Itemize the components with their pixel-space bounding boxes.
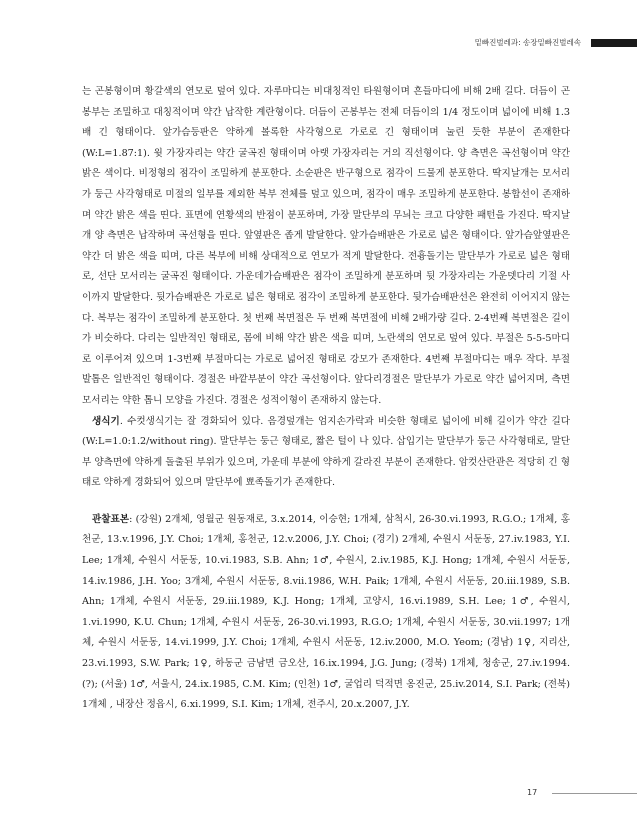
specimens-text: : (강원) 2개체, 영월군 원동재로, 3.x.2014, 이승현; 1개체, 삼척시, 26-30.vi.1993, R.G.O.; 1개체, 홍천군, 13.v.1996, J.Y. Choi; 1개체, 홍천군, 12.v.2006, J.Y. Choi; (경기) 2개체, 수원시 서둔동, 27.iv.1983, Y.I. Lee; 1개체, 수원시 서둔동, 10.vi.1983, S.B. Ahn; 1♂, 수원시, 2.iv.1985, K.J. Hong; 1개체, 수원시 서둔동, 14.iv.1986, J.H. Yoo; 3개체, 수원시 서둔동, 8.vii.1986, W.H. Paik; 1개체, 수원시 서둔동, 20.iii.1989, S.B. Ahn; 1개체, 수원시 서둔동, 29.iii.1989, K.J. Hong; 1개체, 고양시, 16.vi.1989, S.H. Lee; 1♂, 수원시, 1.vi.1990, K.U. Chun; 1개체, 수원시 서둔동, 26-30.vi.1993, R.G.O; 1개체, 수원시 서둔동, 30.vii.1997; 1개체, 수원시 서둔동, 14.vi.1999, J.Y. Choi; 1개체, 수원시 서둔동, 12.iv.2000, M.O. Yeom; (경남) 1♀, 지리산, 23.vi.1993, S.W. Park; 1♀, 하동군 금남면 금오산, 16.ix.1994, J.G. Jung; (경북) 1개체, 청송군, 27.iv.1994. (?); (서울) 1♂, 서울시, 24.ix.1985, C.M. Kim; (인천) 1♂, 굴업리 덕적면 옹진군, 25.iv.2014, S.I. Park; (전북) 1개체 , 내장산 정읍시, 6.xi.1999, S.I. Kim; 1개체, 전주시, 20.x.2007, J.Y. — [82, 513, 570, 711]
genitalia-paragraph — [82, 412, 570, 494]
page-header — [0, 36, 637, 50]
main-text — [82, 82, 570, 716]
page-number: 17 — [527, 788, 538, 797]
genitalia-text: . 수컷생식기는 잘 경화되어 있다. 음경덮개는 엄지손가락과 비슷한 형태로 넓이에 비해 길이가 약간 길다(W:L=1.0:1.2/without ring). 말단부는 둥근 형태로, 짧은 털이 나 있다. 삽입기는 말단부가 둥근 사각형태로, 말단부 양측면에 약하게 돌출된 부위가 있으며, 가운데 부분에 약하게 갈라진 부분이 존재한다. 암컷산란관은 적당히 긴 형태로 약하게 경화되어 있으며 말단부에 뾰족돌기가 존재한다. — [82, 415, 570, 489]
specimens-heading: 관찰표본 — [92, 513, 130, 525]
footer-rule — [552, 793, 637, 794]
genitalia-heading: 생식기 — [92, 415, 120, 427]
specimens-paragraph — [82, 510, 570, 716]
description-paragraph: 는 곤봉형이며 황갈색의 연모로 덮여 있다. 자루마디는 비대칭적인 타원형이며 흔들마디에 비해 2배 길다. 더듬이 곤봉부는 조밀하고 대칭적이며 약간 납작한 계란형이다. 더듬이 곤봉부는 전체 더듬이의 1/4 정도이며 넓이에 비해 1.3배 긴 형태이다. 앞가슴등판은 약하게 볼록한 사각형으로 가로로 긴 형태이며 눌린 듯한 부분이 존재한다(W:L=1.87:1). 윗 가장자리는 약간 굴곡진 형태이며 아랫 가장자리는 거의 직선형이다. 양 측면은 곡선형이며 약간 밝은 색이다. 비정형의 점각이 조밀하게 분포한다. 소순판은 반구형으로 점각이 드물게 분포한다. 딱지날개는 모서리가 둥근 사각형태로 미절의 일부를 제외한 복부 전체를 덮고 있으며, 점각이 매우 조밀하게 분포한다. 봉합선이 존재하며 약간 밝은 색을 띤다. 표면에 연황색의 반점이 분포하며, 가장 말단부의 무늬는 크고 다양한 패턴을 가진다. 딱지날개 양 측면은 납작하며 곡선형을 띤다. 앞옆판은 좁게 발달한다. 앞가슴배판은 가로로 넓은 형태이다. 앞가슴앞옆판은 약간 더 밝은 색을 띠며, 다른 복부에 비해 상대적으로 연모가 적게 발달한다. 전흉돌기는 말단부가 가로로 넓은 형태로, 선단 모서리는 굴곡진 형태이다. 가운데가슴배판은 점각이 조밀하게 분포하며 뒷 가장자리는 가운뎃다리 기절 사이까지 발달한다. 뒷가슴배판은 가로로 넓은 형태로 점각이 조밀하게 분포한다. 뒷가슴배판선은 완전히 이어지지 않는다. 복부는 점각이 조밀하게 분포한다. 첫 번째 복면절은 두 번째 복면절에 비해 2배가량 길다. 2-4번째 복면절은 길이가 비슷하다. 다리는 일반적인 형태로, 몸에 비해 약간 밝은 색을 띠며, 노란색의 연모로 덮여 있다. 부절은 5-5-5마디로 이루어져 있으며 1-3번째 부절마디는 가로로 넓어진 형태로 강모가 존재한다. 4번째 부절마디는 매우 작다. 부절 발톱은 일반적인 형태이다. 경절은 바깥부분이 약간 곡선형이다. 앞다리경절은 말단부가 가로로 약간 넓어지며, 측면 모서리는 약한 톱니 모양을 가진다. 경절은 성적이형이 존재하지 않는다. — [82, 86, 570, 406]
header-accent-bar — [591, 39, 637, 47]
page-footer — [0, 785, 637, 801]
running-head-title: 밑빠진벌레과: 송장밑빠진벌레속 — [474, 38, 581, 47]
